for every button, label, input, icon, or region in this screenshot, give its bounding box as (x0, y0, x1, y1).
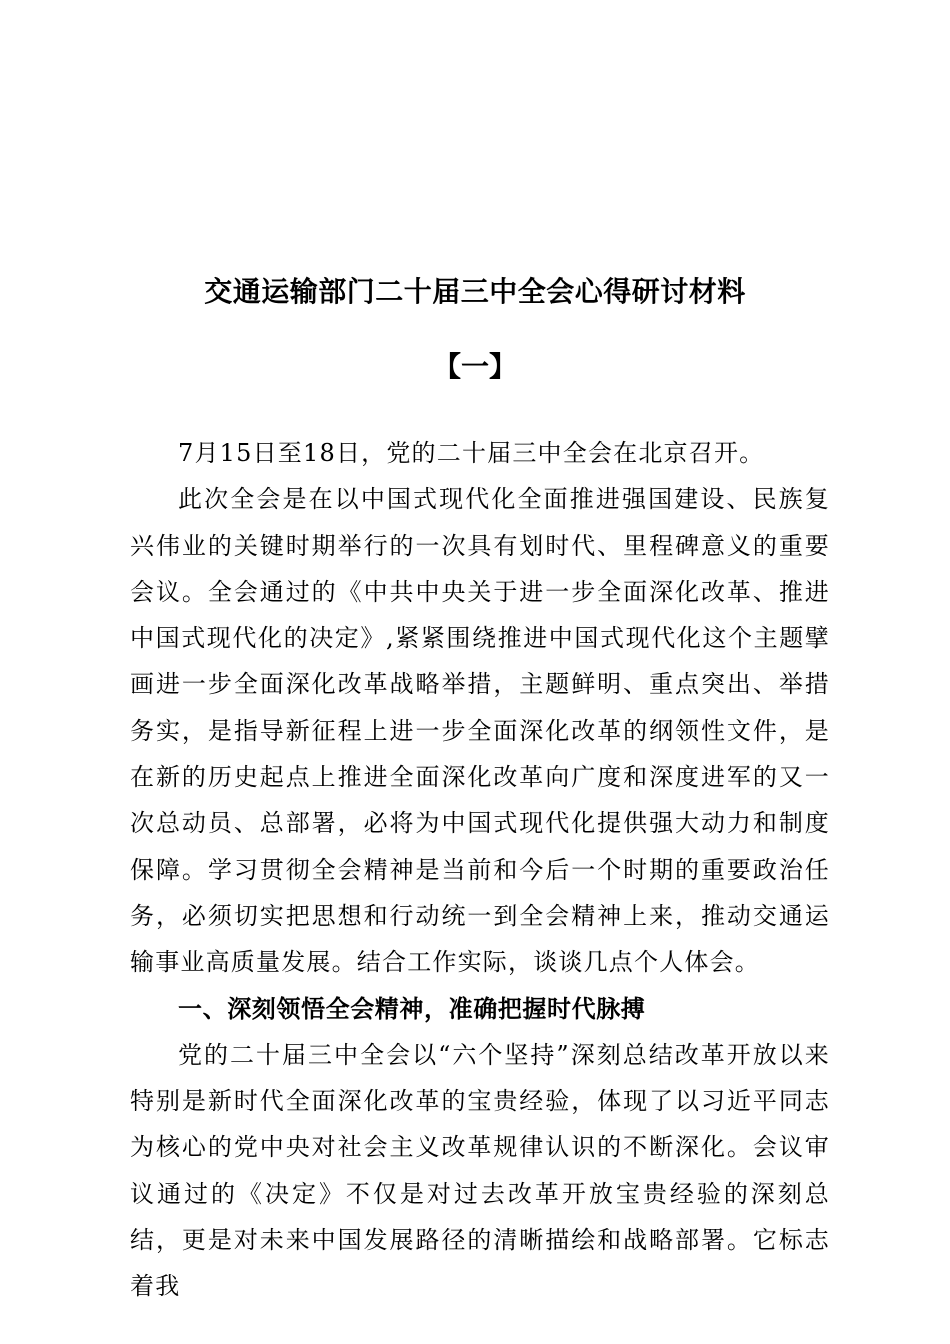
paragraph-intro: 7月15日至18日，党的二十届三中全会在北京召开。 (178, 439, 765, 467)
paragraph-background: 此次全会是在以中国式现代化全面推进强国建设、民族复兴伟业的关键时期举行的一次具有划时代、里程碑意义的重要会议。全会通过的《中共中央关于进一步全面深化改革、推进中国式现代化的决定》,紧紧围绕推进中国式现代化这个主题擘画进一步全面深化改革战略举措，主题鲜明、重点突出、举措务实，是指导新征程上进一步全面深化改革的纲领性文件，是在新的历史起点上推进全面深化改革向广度和深度进军的又一次总动员、总部署，必将为中国式现代化提供强大动力和制度保障。学习贯彻全会精神是当前和今后一个时期的重要政治任务，必须切实把思想和行动统一到全会精神上来，推动交通运输事业高质量发展。结合工作实际，谈谈几点个人体会。 (130, 485, 830, 977)
document-title: 交通运输部门二十届三中全会心得研讨材料 (204, 275, 746, 308)
document-body (130, 430, 830, 1310)
paragraph-section-1: 党的二十届三中全会以“六个坚持”深刻总结改革开放以来特别是新时代全面深化改革的宝贵经验，体现了以习近平同志为核心的党中央对社会主义改革规律认识的不断深化。会议审议通过的《决定》不仅是对过去改革开放宝贵经验的深刻总结，更是对未来中国发展路径的清晰描绘和战略部署。它标志着我 (130, 1040, 830, 1301)
section-heading-1: 一、深刻领悟全会精神，准确把握时代脉搏 (178, 994, 646, 1023)
section-mark: 【一】 (432, 350, 517, 383)
